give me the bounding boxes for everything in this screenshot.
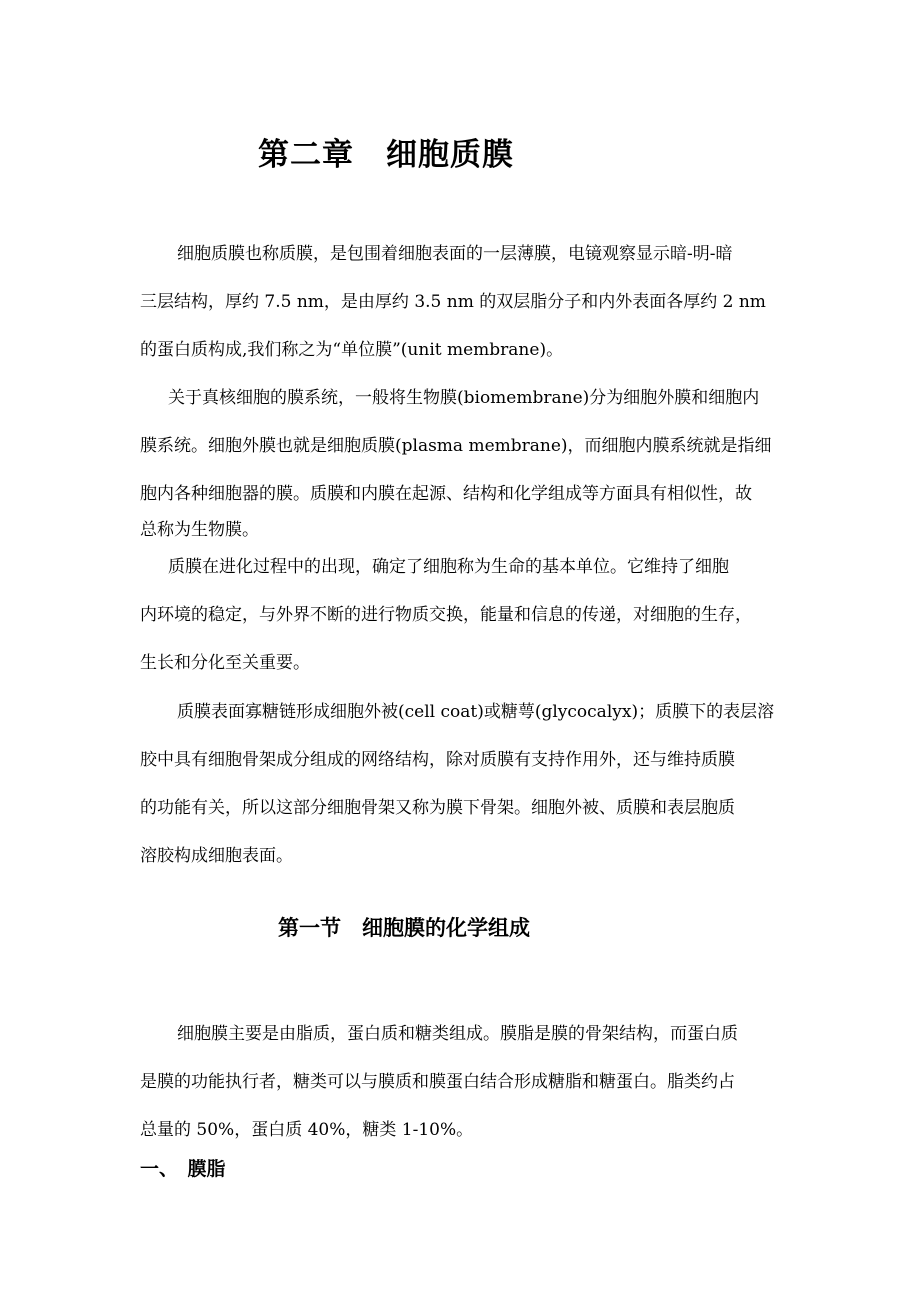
biomembrane-line-1: 关于真核细胞的膜系统，一般将生物膜(biomembrane)分为细胞外膜和细胞内 bbox=[168, 388, 760, 408]
cell-surface-paragraph bbox=[140, 688, 800, 880]
evolution-line-2: 内环境的稳定，与外界不断的进行物质交换，能量和信息的传递，对细胞的生存， bbox=[140, 605, 752, 625]
composition-line-1: 细胞膜主要是由脂质，蛋白质和糖类组成。膜脂是膜的骨架结构，而蛋白质 bbox=[177, 1024, 738, 1044]
evolution-line-1: 质膜在进化过程中的出现，确定了细胞称为生命的基本单位。它维持了细胞 bbox=[168, 557, 729, 577]
cell-surface-line-2: 胶中具有细胞骨架成分组成的网络结构，除对质膜有支持作用外，还与维持质膜 bbox=[140, 750, 735, 770]
composition-paragraph bbox=[140, 1010, 800, 1154]
biomembrane-paragraph bbox=[140, 374, 800, 554]
cell-surface-line-3: 的功能有关，所以这部分细胞骨架又称为膜下骨架。细胞外被、质膜和表层胞质 bbox=[140, 798, 735, 818]
biomembrane-line-3: 胞内各种细胞器的膜。质膜和内膜在起源、结构和化学组成等方面具有相似性，故 bbox=[140, 484, 752, 504]
composition-line-2: 是膜的功能执行者，糖类可以与膜质和膜蛋白结合形成糖脂和糖蛋白。脂类约占 bbox=[140, 1072, 735, 1092]
intro-line-2: 三层结构，厚约 7.5 nm，是由厚约 3.5 nm 的双层脂分子和内外表面各厚约 2 nm bbox=[140, 292, 766, 312]
biomembrane-line-2: 膜系统。细胞外膜也就是细胞质膜(plasma membrane)，而细胞内膜系统就是指细 bbox=[140, 436, 772, 456]
cell-surface-line-1: 质膜表面寡糖链形成细胞外被(cell coat)或糖萼(glycocalyx)；质膜下的表层溶 bbox=[177, 702, 775, 722]
cell-surface-line-4: 溶胶构成细胞表面。 bbox=[140, 846, 293, 866]
biomembrane-line-4: 总称为生物膜。 bbox=[140, 520, 259, 540]
intro-line-3: 的蛋白质构成,我们称之为“单位膜”(unit membrane)。 bbox=[140, 340, 564, 360]
intro-line-1: 细胞质膜也称质膜，是包围着细胞表面的一层薄膜，电镜观察显示暗-明-暗 bbox=[177, 244, 733, 264]
chapter-title: 第二章 细胞质膜 bbox=[258, 137, 514, 173]
composition-line-3: 总量的 50%，蛋白质 40%，糖类 1-10%。 bbox=[140, 1120, 474, 1140]
subsection-title-membrane-lipids: 一、 膜脂 bbox=[140, 1158, 226, 1180]
section-title-chemical-composition: 第一节 细胞膜的化学组成 bbox=[278, 916, 530, 940]
evolution-paragraph bbox=[140, 543, 800, 687]
intro-paragraph bbox=[140, 230, 800, 374]
evolution-line-3: 生长和分化至关重要。 bbox=[140, 653, 310, 673]
